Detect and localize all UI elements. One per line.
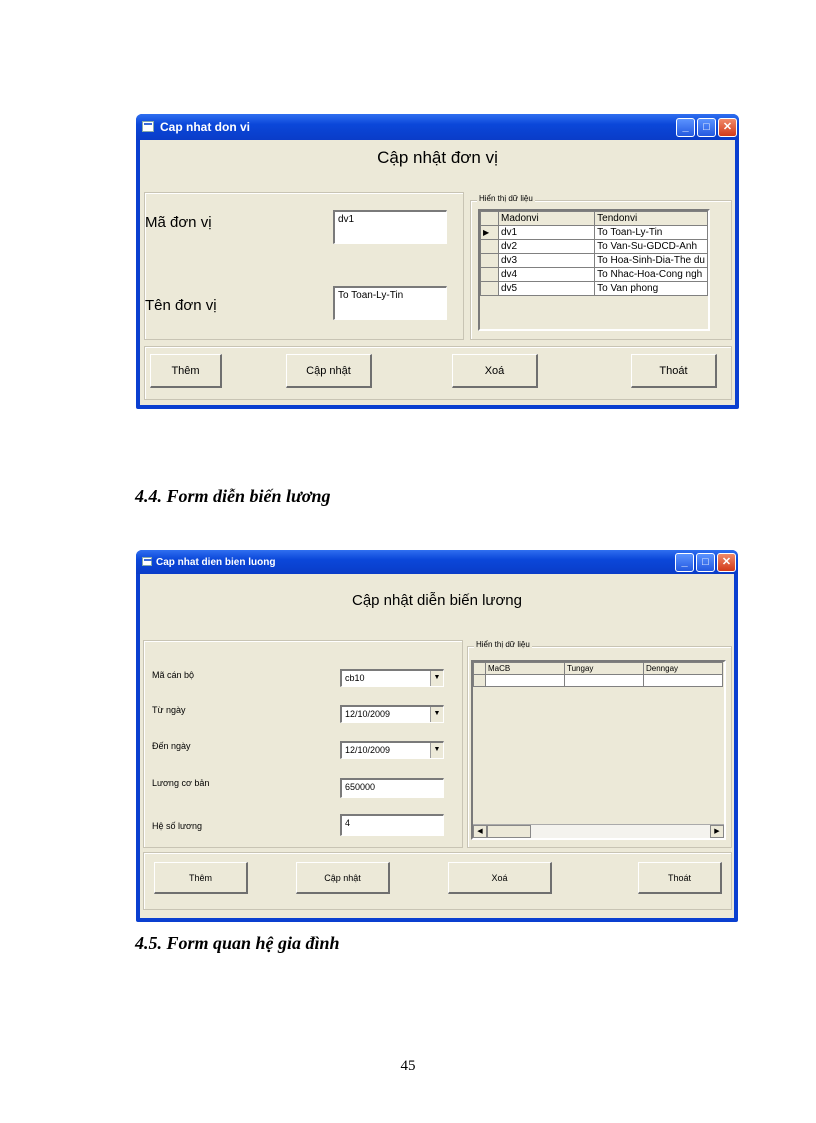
scroll-left-icon[interactable]: ◀	[473, 825, 487, 838]
window-cap-nhat-don-vi	[136, 114, 739, 409]
form-client-area	[140, 140, 735, 405]
grid-header-row	[481, 212, 708, 226]
cell-madonvi[interactable]: dv4	[498, 268, 594, 282]
row-selector-header	[481, 212, 499, 226]
close-icon[interactable]: ✕	[717, 553, 736, 572]
section-heading-4-5: 4.5. Form quan hệ gia đình	[135, 933, 340, 953]
cell-madonvi[interactable]: dv5	[498, 282, 594, 296]
row-selector[interactable]	[474, 675, 486, 687]
luong-co-ban-input[interactable]: 650000	[340, 778, 444, 798]
empty-cell[interactable]	[565, 675, 644, 687]
col-header-madonvi[interactable]: Madonvi	[498, 212, 594, 226]
cell-tendonvi[interactable]: To Toan-Ly-Tin	[595, 226, 708, 240]
dien-bien-luong-datagrid[interactable]	[471, 660, 726, 840]
tu-ngay-value: 12/10/2009	[345, 709, 391, 719]
cell-tendonvi[interactable]: To Nhac-Hoa-Cong ngh	[595, 268, 708, 282]
scroll-thumb[interactable]	[487, 825, 531, 838]
chevron-down-icon[interactable]: ▼	[430, 707, 443, 722]
row-selector-arrow-icon[interactable]: ▶	[481, 226, 499, 240]
page-number: 45	[400, 1058, 416, 1074]
label-ma-don-vi: Mã đơn vị	[145, 214, 212, 231]
table-row[interactable]	[474, 675, 723, 687]
col-header-tendonvi[interactable]: Tendonvi	[595, 212, 708, 226]
title-bar[interactable]	[136, 550, 738, 574]
row-selector[interactable]	[481, 254, 499, 268]
empty-cell[interactable]	[486, 675, 565, 687]
row-selector[interactable]	[481, 268, 499, 282]
xoa-button[interactable]: Xoá	[448, 862, 552, 894]
title-bar[interactable]	[136, 114, 739, 140]
table-row[interactable]	[481, 268, 708, 282]
them-button[interactable]: Thêm	[154, 862, 248, 894]
col-header-tungay[interactable]: Tungay	[565, 663, 644, 675]
cell-madonvi[interactable]: dv1	[498, 226, 594, 240]
table-row[interactable]	[481, 282, 708, 296]
don-vi-datagrid[interactable]	[478, 209, 710, 331]
datagrid-table	[473, 662, 723, 687]
cap-nhat-button[interactable]: Cập nhật	[296, 862, 390, 894]
label-he-so-luong: Hệ số lương	[152, 821, 202, 831]
form-client-area	[140, 574, 734, 918]
label-tu-ngay: Từ ngày	[152, 705, 186, 715]
close-icon[interactable]: ✕	[718, 118, 737, 137]
row-selector[interactable]	[481, 282, 499, 296]
window-title: Cap nhat don vi	[160, 120, 250, 134]
table-row[interactable]	[481, 254, 708, 268]
tu-ngay-combo[interactable]	[340, 705, 444, 723]
cell-tendonvi[interactable]: To Hoa-Sinh-Dia-The du	[595, 254, 708, 268]
row-selector-header	[474, 663, 486, 675]
frame-title: Hiển thị dữ liệu	[479, 194, 533, 203]
col-header-macb[interactable]: MaCB	[486, 663, 565, 675]
form-caption: Cập nhật diễn biến lương	[352, 592, 522, 609]
app-icon	[142, 121, 154, 132]
label-ma-can-bo: Mã cán bộ	[152, 670, 195, 680]
row-selector[interactable]	[481, 240, 499, 254]
minimize-icon[interactable]: _	[675, 553, 694, 572]
window-cap-nhat-dien-bien-luong	[136, 550, 738, 922]
label-ten-don-vi: Tên đơn vị	[145, 297, 217, 314]
minimize-icon[interactable]: _	[676, 118, 695, 137]
xoa-button[interactable]: Xoá	[452, 354, 538, 388]
maximize-icon[interactable]: □	[697, 118, 716, 137]
ma-can-bo-value: cb10	[345, 673, 365, 683]
grid-header-row	[474, 663, 723, 675]
cap-nhat-button[interactable]: Cập nhật	[286, 354, 372, 388]
he-so-luong-input[interactable]: 4	[340, 814, 444, 836]
den-ngay-value: 12/10/2009	[345, 745, 391, 755]
maximize-icon[interactable]: □	[696, 553, 715, 572]
chevron-down-icon[interactable]: ▼	[430, 743, 443, 758]
scroll-right-icon[interactable]: ▶	[710, 825, 724, 838]
frame-title: Hiển thị dữ liệu	[476, 640, 530, 649]
cell-tendonvi[interactable]: To Van-Su-GDCD-Anh	[595, 240, 708, 254]
empty-cell[interactable]	[644, 675, 723, 687]
app-icon	[142, 557, 152, 566]
thoat-button[interactable]: Thoát	[638, 862, 722, 894]
form-caption: Cập nhật đơn vị	[377, 148, 498, 167]
window-title: Cap nhat dien bien luong	[156, 557, 276, 568]
cell-madonvi[interactable]: dv2	[498, 240, 594, 254]
den-ngay-combo[interactable]	[340, 741, 444, 759]
ma-don-vi-input[interactable]: dv1	[333, 210, 447, 244]
cell-madonvi[interactable]: dv3	[498, 254, 594, 268]
cell-tendonvi[interactable]: To Van phong	[595, 282, 708, 296]
ten-don-vi-input[interactable]: To Toan-Ly-Tin	[333, 286, 447, 320]
horizontal-scrollbar[interactable]	[473, 824, 724, 838]
datagrid-table	[480, 211, 708, 296]
table-row[interactable]	[481, 226, 708, 240]
table-row[interactable]	[481, 240, 708, 254]
thoat-button[interactable]: Thoát	[631, 354, 717, 388]
chevron-down-icon[interactable]: ▼	[430, 671, 443, 686]
col-header-denngay[interactable]: Denngay	[644, 663, 723, 675]
label-luong-co-ban: Lương cơ bản	[152, 778, 210, 788]
them-button[interactable]: Thêm	[150, 354, 222, 388]
label-den-ngay: Đến ngày	[152, 741, 191, 751]
ma-can-bo-combo[interactable]	[340, 669, 444, 687]
section-heading-4-4: 4.4. Form diễn biến lương	[135, 486, 331, 506]
